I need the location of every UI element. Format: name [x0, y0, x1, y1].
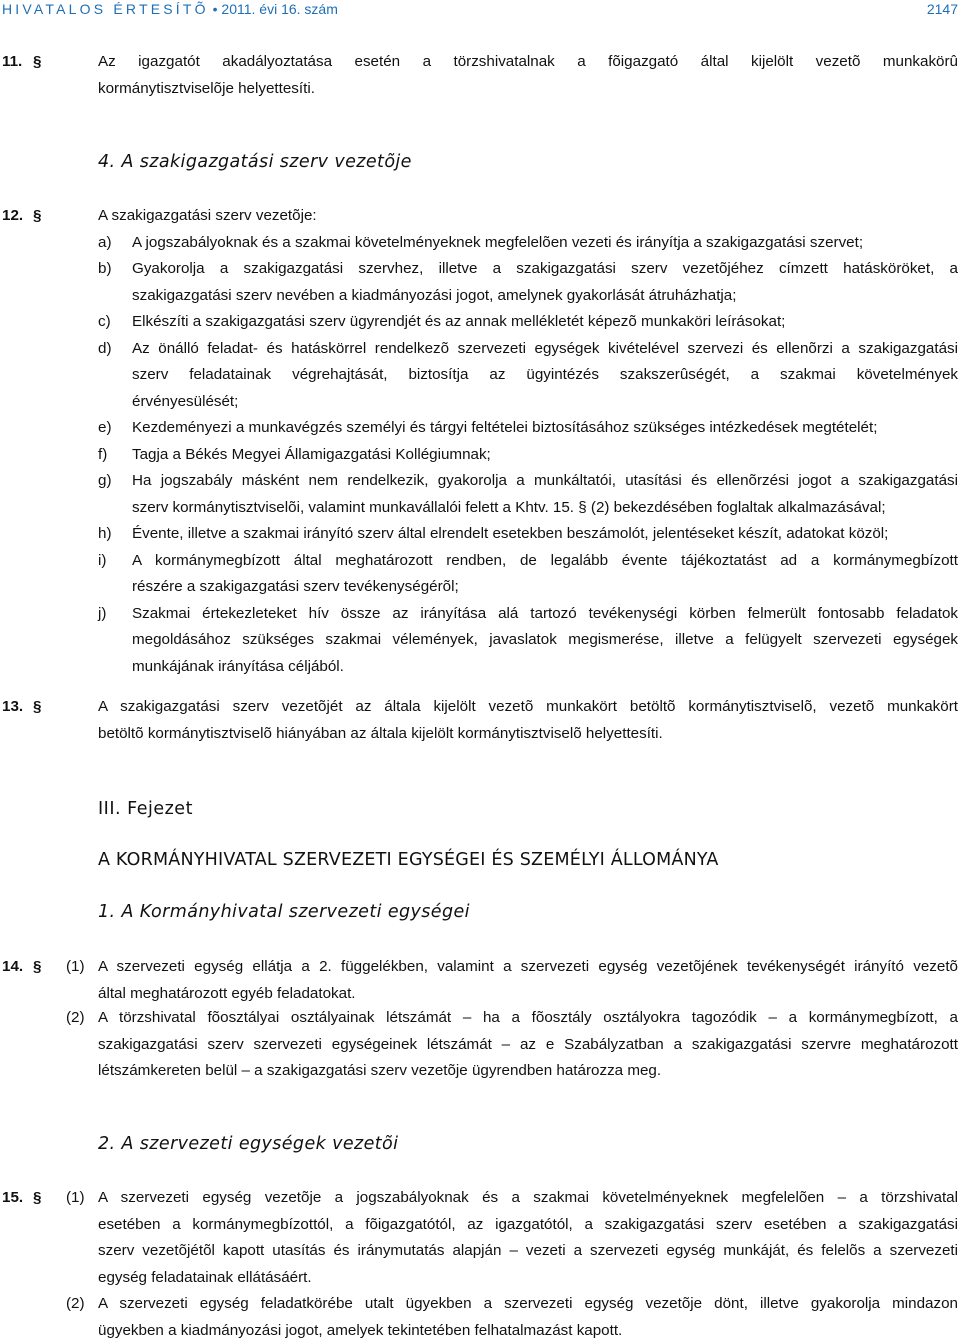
list-item [98, 336, 958, 416]
list-item-letter: j) [98, 601, 128, 628]
list-item-letter: a) [98, 230, 128, 257]
section-symbol: § [33, 954, 41, 981]
section-symbol: § [33, 694, 41, 721]
publication-name: HIVATALOS ÉRTESÍTÕ [2, 1, 209, 17]
list-item-letter: e) [98, 415, 128, 442]
list-item [98, 548, 958, 601]
text-line: A törzshivatal fõosztályai osztályainak létszámát – ha a fõosztály osztályokra tagozódik – a kormánymegbízott, a [98, 1005, 958, 1032]
text-line: munkájának irányítása céljából. [132, 654, 958, 681]
text-line: egység feladatainak ellátásáért. [98, 1265, 958, 1292]
list-item-letter: h) [98, 521, 128, 548]
text-line: megoldásához szükséges szakmai vélemények, javaslatok megismerése, illetve a felügyelt szervezeti egységek [132, 627, 958, 654]
page-number: 2147 [927, 0, 958, 18]
text-line: Kezdeményezi a munkavégzés személyi és tárgyi feltételei biztosításához szükséges intézkedések megtételét; [132, 415, 958, 442]
text-line: Elkészíti a szakigazgatási szerv ügyrendjét és az annak mellékletét képezõ munkaköri leírásokat; [132, 309, 958, 336]
list-item [98, 415, 958, 442]
text-line: ügyekben a kiadmányozási jogot, amelyek tekintetében felhatalmazást kapott. [98, 1318, 958, 1344]
text-line: esetében a kormánymegbízottól, a fõigazgatótól, az igazgatótól, a szakigazgatási szerv esetében a szakigazgatási [98, 1212, 958, 1239]
paragraph-number: 15. [2, 1185, 23, 1212]
list-item [98, 256, 958, 309]
text-line: Az igazgatót akadályoztatása esetén a törzshivatalnak a fõigazgató által kijelölt vezetõ munkakörû [98, 49, 958, 76]
paragraph-number: 13. [2, 694, 23, 721]
text-line: Tagja a Békés Megyei Államigazgatási Kollégiumnak; [132, 442, 958, 469]
text-line: szerv feladatainak végrehajtását, biztosítja az ügyintézés szakszerûségét, a szakmai követelmények [132, 362, 958, 389]
text-line: A kormánymegbízott által meghatározott rendben, de legalább évente tájékoztatást ad a kormánymegbízott [132, 548, 958, 575]
paragraph-12-list [98, 230, 958, 681]
section-title: 2. A szervezeti egységek vezetõi [98, 1134, 398, 1154]
section-symbol: § [33, 49, 41, 76]
page-header [2, 0, 958, 18]
subsection-body [98, 954, 958, 1007]
text-line: kormánytisztviselõje helyettesíti. [98, 76, 958, 103]
subsection-number: (2) [66, 1291, 85, 1318]
section-symbol: § [33, 1185, 41, 1212]
paragraph-body [98, 694, 958, 747]
chapter-label: III. Fejezet [98, 799, 193, 819]
chapter-title: A KORMÁNYHIVATAL SZERVEZETI EGYSÉGEI ÉS SZEMÉLYI ÁLLOMÁNYA [98, 850, 719, 870]
text-line: A szervezeti egység ellátja a 2. függelékben, valamint a szervezeti egység vezetõjének tevékenységét irányító vezetõ [98, 954, 958, 981]
text-line: szakigazgatási szerv nevében a kiadmányozási jogot, amelynek gyakorlását átruházhatja; [132, 283, 958, 310]
text-line: által meghatározott egyéb feladatokat. [98, 981, 958, 1008]
list-item [98, 442, 958, 469]
text-line: A szervezeti egység vezetõje a jogszabályoknak és a szakmai követelményeknek megfelelõen – a törzshivatal [98, 1185, 958, 1212]
issue-label: 2011. évi 16. szám [221, 1, 337, 17]
text-line: részére a szakigazgatási szerv tevékenységérõl; [132, 574, 958, 601]
paragraph-number: 11. [2, 49, 22, 76]
list-item-letter: g) [98, 468, 128, 495]
text-line: Ha jogszabály másként nem rendelkezik, gyakorolja a munkáltatói, utasítási és ellenõrzési jogot a szakigazgatási [132, 468, 958, 495]
text-line: érvényesülését; [132, 389, 958, 416]
text-line: Gyakorolja a szakigazgatási szervhez, illetve a szakigazgatási szerv vezetõjéhez címzett hatásköröket, a [132, 256, 958, 283]
list-item [98, 309, 958, 336]
text-line: szerv vezetõjétõl kapott utasítás és iránymutatás alapján – vezeti a szervezeti egység munkáját, és felelõs a szervezeti [98, 1238, 958, 1265]
list-item [98, 601, 958, 681]
subsection-number: (1) [66, 1185, 85, 1212]
text-line: Évente, illetve a szakmai irányító szerv által elrendelt esetekben beszámolót, jelentéseket készít, adatokat közöl; [132, 521, 958, 548]
list-item-letter: d) [98, 336, 128, 363]
list-item-letter: b) [98, 256, 128, 283]
subsection-number: (2) [66, 1005, 85, 1032]
subsection-number: (1) [66, 954, 85, 981]
paragraph-body [98, 49, 958, 102]
list-item [98, 521, 958, 548]
text-line: létszámkereten belül – a szakigazgatási szerv vezetõje ügyrendben határozza meg. [98, 1058, 958, 1085]
header-left [2, 0, 338, 18]
list-item-letter: f) [98, 442, 128, 469]
paragraph-intro [98, 203, 958, 230]
section-symbol: § [33, 203, 41, 230]
text-line: szakigazgatási szerv szervezeti egységeinek létszámát – az e Szabályzatban a szakigazgatási szervre meghatározott [98, 1032, 958, 1059]
paragraph-number: 14. [2, 954, 23, 981]
paragraph-number: 12. [2, 203, 23, 230]
header-bullet: • [213, 1, 218, 17]
section-title: 4. A szakigazgatási szerv vezetõje [98, 152, 412, 172]
text-line: A szakigazgatási szerv vezetõje: [98, 203, 958, 230]
subsection-body [98, 1185, 958, 1291]
list-item [98, 230, 958, 257]
list-item-letter: c) [98, 309, 128, 336]
list-item-letter: i) [98, 548, 128, 575]
text-line: betöltõ kormánytisztviselõ hiányában az általa kijelölt kormánytisztviselõ helyettesíti. [98, 721, 958, 748]
text-line: A szervezeti egység feladatkörébe utalt ügyekben a szervezeti egység vezetõje dönt, illetve gyakorolja mindazon [98, 1291, 958, 1318]
text-line: Az önálló feladat- és hatáskörrel rendelkezõ szervezeti egységek kivételével szervezi és ellenõrzi a szakigazgatási [132, 336, 958, 363]
text-line: A jogszabályoknak és a szakmai követelményeknek megfelelõen vezeti és irányítja a szakigazgatási szervet; [132, 230, 958, 257]
text-line: A szakigazgatási szerv vezetõjét az általa kijelölt vezetõ munkakört betöltõ kormánytisztviselõ, vezetõ munkakört [98, 694, 958, 721]
text-line: szerv kormánytisztviselõi, valamint munkavállalói felett a Khtv. 15. § (2) bekezdésében foglaltak alkalmazásával; [132, 495, 958, 522]
list-item [98, 468, 958, 521]
section-title: 1. A Kormányhivatal szervezeti egységei [98, 902, 470, 922]
subsection-body [98, 1005, 958, 1085]
subsection-body [98, 1291, 958, 1344]
text-line: Szakmai értekezleteket hív össze az irányítása alá tartozó tevékenységi körben felmerült fontosabb feladatok [132, 601, 958, 628]
